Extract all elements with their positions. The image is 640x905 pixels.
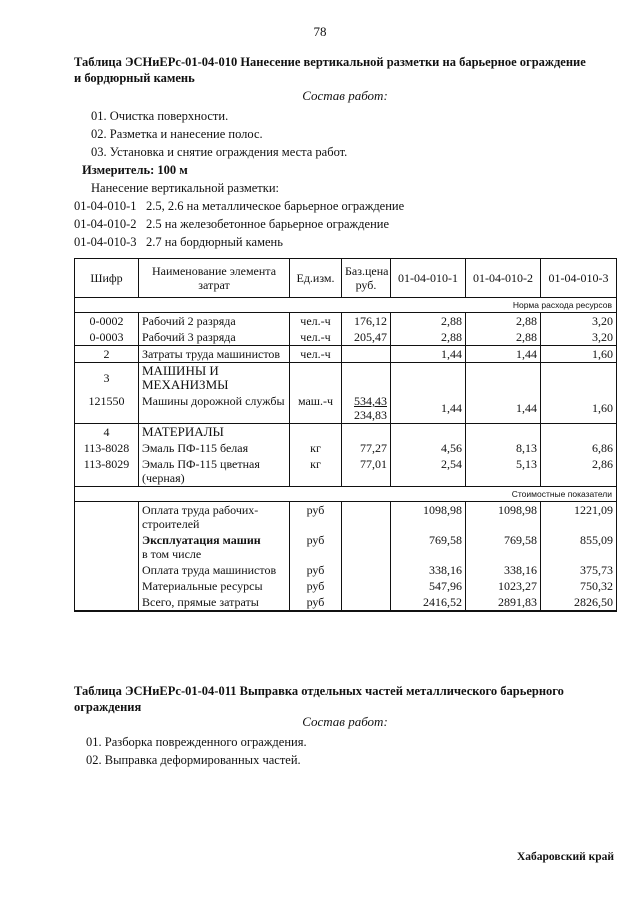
code-row (74, 198, 404, 214)
code-row (74, 234, 283, 250)
code: 01-04-010-1 (74, 199, 137, 213)
table-row (75, 424, 617, 441)
cell-value-2: 338,16 (466, 562, 541, 578)
cell-value-2: 8,13 (466, 440, 541, 456)
work-item: 02. Выправка деформированных частей. (86, 753, 301, 767)
cell-cipher: 3 (75, 363, 139, 394)
cell-value-1: 1098,98 (391, 502, 466, 533)
cell-unit: чел.-ч (290, 346, 342, 363)
region-footer: Хабаровский край (516, 851, 614, 863)
cell-name: Затраты труда машинистов (139, 346, 290, 363)
header-code-2: 01-04-010-2 (466, 259, 541, 298)
cell-value-2: 1,44 (466, 346, 541, 363)
cell-cipher: 113-8028 (75, 440, 139, 456)
table1-title (74, 54, 619, 86)
cell-cipher (75, 532, 139, 562)
cell-unit: чел.-ч (290, 313, 342, 330)
cell-name: Эмаль ПФ-115 белая (139, 440, 290, 456)
cell-price (342, 346, 391, 363)
cell-cipher: 4 (75, 424, 139, 441)
work-item: 01. Разборка поврежденного ограждения. (86, 735, 307, 749)
cell-cipher: 121550 (75, 393, 139, 424)
table-row (75, 456, 617, 487)
table-row (75, 346, 617, 363)
cell-value-3: 375,73 (541, 562, 617, 578)
cost-note: в том числе (142, 547, 202, 561)
table1-title-line1: Таблица ЭСНиЕРс-01-04-010 Нанесение вертикальной разметки на барьерное ограждение (74, 55, 586, 69)
cell-cipher: 113-8029 (75, 456, 139, 487)
header-unit: Ед.изм. (290, 259, 342, 298)
cell-value-2: 1023,27 (466, 578, 541, 594)
cell-value-2: 2891,83 (466, 594, 541, 611)
header-code-1: 01-04-010-1 (391, 259, 466, 298)
cell-price (342, 393, 391, 424)
cell-value-3: 3,20 (541, 313, 617, 330)
cost-row (75, 578, 617, 594)
cell-cipher: 0-0003 (75, 329, 139, 346)
cell-unit: руб (290, 502, 342, 533)
cell-cipher: 0-0002 (75, 313, 139, 330)
work-item: 03. Установка и снятие ограждения места работ. (91, 145, 348, 159)
cell-price: 176,12 (342, 313, 391, 330)
works-heading: Состав работ: (302, 88, 388, 103)
cell-cipher: 2 (75, 346, 139, 363)
cell-value-2: 769,58 (466, 532, 541, 562)
cell-name: Оплата труда рабочих-строителей (139, 502, 290, 533)
code-desc: 2.5, 2.6 на металлическое барьерное ограждение (146, 199, 405, 213)
cell-name: Машины дорожной службы (139, 393, 290, 424)
cell-value-3: 1221,09 (541, 502, 617, 533)
cell-value-3: 3,20 (541, 329, 617, 346)
cell-price (342, 562, 391, 578)
cell-value-3: 2,86 (541, 456, 617, 487)
header-code-3: 01-04-010-3 (541, 259, 617, 298)
cell-price (342, 502, 391, 533)
cell-name: Рабочий 2 разряда (139, 313, 290, 330)
cell-value-2: 2,88 (466, 313, 541, 330)
subheading: Нанесение вертикальной разметки: (91, 181, 279, 195)
cell-value-3 (541, 424, 617, 441)
cell-name: МАТЕРИАЛЫ (139, 424, 290, 441)
cell-value-1: 2,88 (391, 329, 466, 346)
cell-value-3: 855,09 (541, 532, 617, 562)
cell-name: Рабочий 3 разряда (139, 329, 290, 346)
price-sub: 234,83 (354, 408, 387, 422)
cell-price (342, 424, 391, 441)
cost-row (75, 562, 617, 578)
code-desc: 2.7 на бордюрный камень (146, 235, 283, 249)
code-row (74, 216, 389, 232)
cell-value-2 (466, 424, 541, 441)
works-heading-2: Состав работ: (302, 714, 388, 729)
cell-price (342, 594, 391, 611)
norm-caption: Норма расхода ресурсов (75, 298, 617, 313)
cell-value-1: 2416,52 (391, 594, 466, 611)
cost-row (75, 594, 617, 611)
cell-name (139, 532, 290, 562)
table-row (75, 393, 617, 424)
cost-caption-row (75, 487, 617, 502)
cell-unit: руб (290, 578, 342, 594)
cell-unit: кг (290, 456, 342, 487)
header-name: Наименование элемента затрат (139, 259, 290, 298)
cell-cipher (75, 562, 139, 578)
cell-price: 205,47 (342, 329, 391, 346)
code: 01-04-010-2 (74, 217, 137, 231)
meter-label: Измеритель: 100 м (82, 163, 188, 177)
code-desc: 2.5 на железобетонное барьерное ограждение (146, 217, 389, 231)
cell-value-1: 1,44 (391, 393, 466, 424)
cell-value-3: 1,60 (541, 393, 617, 424)
cell-value-3: 750,32 (541, 578, 617, 594)
cell-price: 77,01 (342, 456, 391, 487)
cell-name: Оплата труда машинистов (139, 562, 290, 578)
table-row (75, 313, 617, 330)
cell-value-1: 1,44 (391, 346, 466, 363)
table2-title-line1: Таблица ЭСНиЕРс-01-04-011 Выправка отдельных частей металлического барьерного (74, 684, 564, 698)
cell-value-2 (466, 363, 541, 394)
cost-row (75, 532, 617, 562)
cell-unit: кг (290, 440, 342, 456)
cell-unit: чел.-ч (290, 329, 342, 346)
table-row (75, 363, 617, 394)
cell-value-1: 547,96 (391, 578, 466, 594)
cell-cipher (75, 578, 139, 594)
cell-value-1: 769,58 (391, 532, 466, 562)
cell-name: Эмаль ПФ-115 цветная (черная) (139, 456, 290, 487)
cell-value-1 (391, 363, 466, 394)
cell-value-1 (391, 424, 466, 441)
cell-unit: руб (290, 532, 342, 562)
cell-unit (290, 363, 342, 394)
cell-name: МАШИНЫ И МЕХАНИЗМЫ (139, 363, 290, 394)
cell-price (342, 363, 391, 394)
cell-unit: руб (290, 594, 342, 611)
table1-title-line2: и бордюрный камень (74, 71, 195, 85)
cell-value-2: 1,44 (466, 393, 541, 424)
cost-name: Эксплуатация машин (142, 533, 261, 547)
cell-unit: руб (290, 562, 342, 578)
cell-value-2: 5,13 (466, 456, 541, 487)
cell-value-3: 1,60 (541, 346, 617, 363)
cell-value-1: 4,56 (391, 440, 466, 456)
page-number: 78 (313, 24, 327, 39)
cell-price (342, 578, 391, 594)
code: 01-04-010-3 (74, 235, 137, 249)
price-main: 534,43 (354, 394, 387, 408)
resource-table (74, 258, 617, 612)
cell-unit: маш.-ч (290, 393, 342, 424)
cell-cipher (75, 594, 139, 611)
table-header-row (75, 259, 617, 298)
cell-price: 77,27 (342, 440, 391, 456)
cost-row (75, 502, 617, 533)
cell-value-1: 338,16 (391, 562, 466, 578)
header-cipher: Шифр (75, 259, 139, 298)
cell-name: Материальные ресурсы (139, 578, 290, 594)
cell-value-1: 2,88 (391, 313, 466, 330)
cell-value-2: 2,88 (466, 329, 541, 346)
table-row (75, 329, 617, 346)
cell-value-2: 1098,98 (466, 502, 541, 533)
cell-name: Всего, прямые затраты (139, 594, 290, 611)
cell-value-3: 2826,50 (541, 594, 617, 611)
table2-title (74, 683, 619, 715)
norm-caption-row (75, 298, 617, 313)
work-item: 02. Разметка и нанесение полос. (91, 127, 263, 141)
cell-value-3: 6,86 (541, 440, 617, 456)
work-item: 01. Очистка поверхности. (91, 109, 229, 123)
cell-unit (290, 424, 342, 441)
cost-caption: Стоимостные показатели (75, 487, 617, 502)
cell-value-1: 2,54 (391, 456, 466, 487)
cell-value-3 (541, 363, 617, 394)
header-price: Баз.цена руб. (342, 259, 391, 298)
cell-cipher (75, 502, 139, 533)
table-row (75, 440, 617, 456)
table2-title-line2: ограждения (74, 700, 142, 714)
cell-price (342, 532, 391, 562)
